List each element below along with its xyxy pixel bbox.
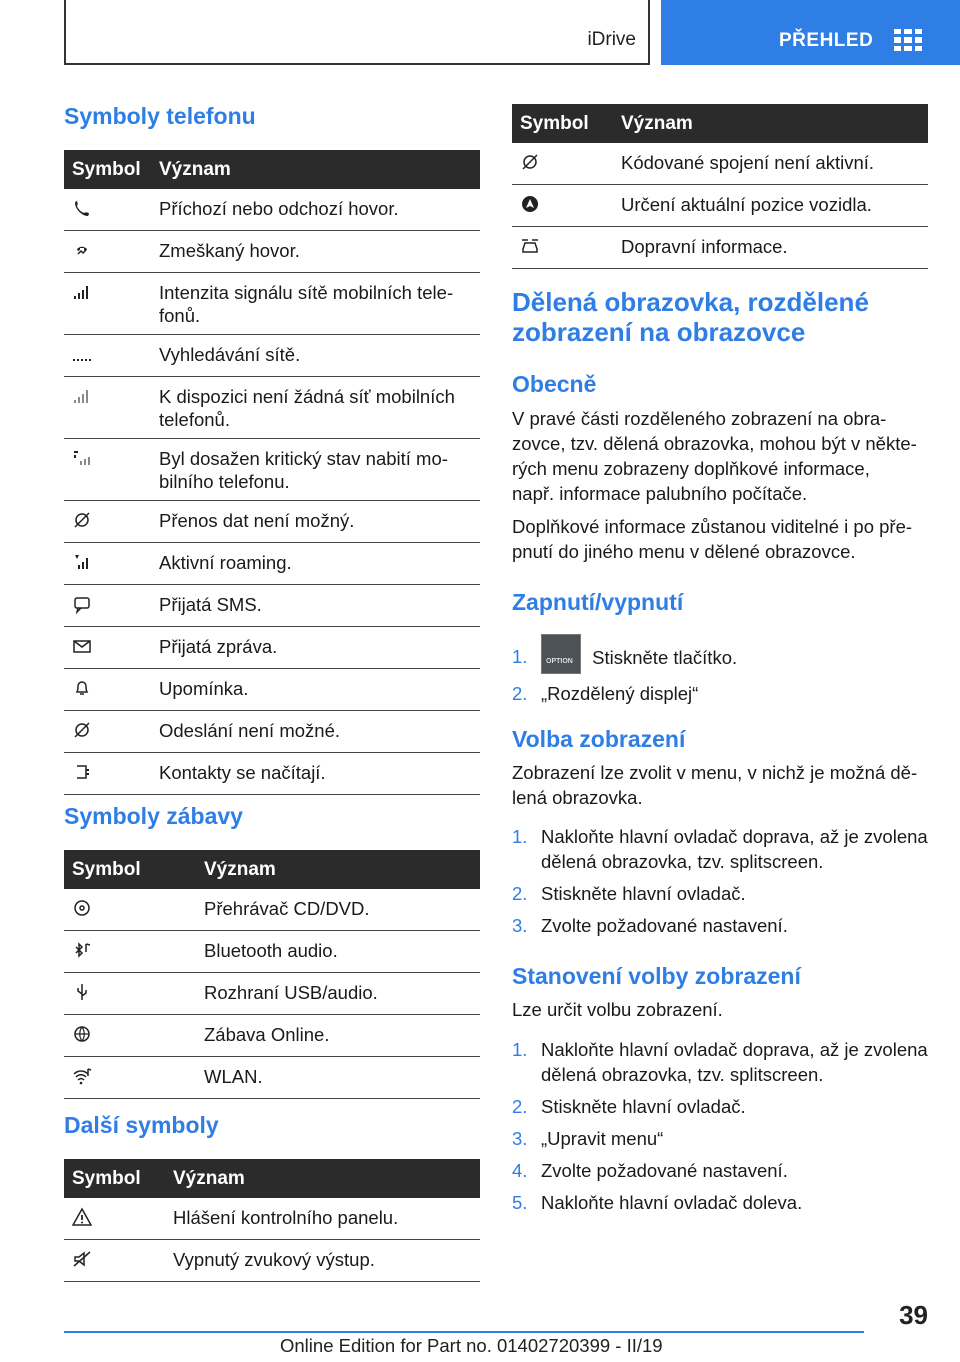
step-text: „Rozdělený displej“ [541,683,699,704]
footer-edition-text: Online Edition for Part no. 01402720399 - II/19 [280,1335,663,1356]
step-text: „Upravit menu“ [541,1128,664,1149]
table-row [64,889,480,931]
meaning-cell: Vypnutý zvukový výstup. [165,1240,480,1282]
table-row [64,753,480,795]
symbol-cell [64,335,151,377]
list-item [512,1037,928,1087]
traffic-info-icon [520,236,540,256]
table-row [64,627,480,669]
step-text: Nakloňte hlavní ovladač doprava, až je zvolena [541,1039,928,1060]
meaning-cell: Aktivní roaming. [151,543,480,585]
no-network-icon [72,386,92,406]
list-item [512,681,928,706]
list-item [512,824,928,874]
footer-divider [64,1331,864,1333]
symbol-cell [512,185,613,227]
meaning-cell: Přijatá zpráva. [151,627,480,669]
step-text: Stiskněte hlavní ovladač. [541,883,746,904]
col-symbol-header: Symbol [512,104,613,143]
col-meaning-header: Význam [196,850,480,889]
meaning-cell: Vyhledávání sítě. [151,335,480,377]
step-number: 2. [512,1096,528,1117]
step-text: Stiskněte tlačítko. [592,647,738,668]
symbol-cell [64,439,151,501]
step-text: Nakloňte hlavní ovladač doleva. [541,1192,803,1213]
step-number: 1. [512,826,528,847]
meaning-cell: Dopravní informace. [613,227,928,269]
table-row [64,501,480,543]
symbol-cell [64,1057,196,1099]
text-line: zovce, tzv. dělená obrazovka, mohou být v někte- [512,433,917,454]
table-row [512,143,928,185]
entertainment-symbols-title: Symboly zábavy [64,803,243,829]
page-number: 39 [899,1300,928,1330]
symbol-cell [64,931,196,973]
mute-icon [72,1249,92,1269]
symbol-cell [64,273,151,335]
option-button-label: OPTION [546,658,573,665]
meaning-cell: Bluetooth audio. [196,931,480,973]
symbol-cell [512,227,613,269]
symbol-cell [64,189,151,231]
onoff-title: Zapnutí/vypnutí [512,589,684,615]
table-row [64,189,480,231]
col-meaning-header: Význam [151,150,480,189]
symbol-cell [64,377,151,439]
table-row [64,273,480,335]
mail-icon [72,636,92,656]
table-row [512,227,928,269]
sms-icon [72,594,92,614]
list-item [512,624,928,674]
meaning-cell: Zmeškaný hovor. [151,231,480,273]
usb-icon [72,982,92,1002]
symbol-cell [64,753,151,795]
col-symbol-header: Symbol [64,1159,165,1198]
table-row [64,711,480,753]
step-number: 3. [512,915,528,936]
meaning-cell: Přijatá SMS. [151,585,480,627]
meaning-cell: Kontakty se načítají. [151,753,480,795]
text-line: V pravé části rozděleného zobrazení na obra- [512,408,887,429]
text-line: Zobrazení lze zvolit v menu, v nichž je možná dě- [512,762,918,783]
cd-icon [72,898,92,918]
table-row [64,335,480,377]
contacts-loading-icon [72,762,92,782]
symbol-cell [64,627,151,669]
text-line: Doplňkové informace zůstanou viditelné i po pře- [512,516,913,537]
table-row [64,973,480,1015]
step-number: 2. [512,883,528,904]
table-row [512,185,928,227]
list-item [512,1190,928,1215]
header-section-label: iDrive [587,29,636,50]
define-steps [512,1037,928,1222]
col-symbol-header: Symbol [64,850,196,889]
symbol-cell [512,143,613,185]
text-line: rých menu zobrazeny doplňkové informace, [512,458,870,479]
table-row [64,1198,480,1240]
phone-symbols-title: Symboly telefonu [64,103,256,129]
table-row [64,231,480,273]
meaning-cell: Odeslání není možné. [151,711,480,753]
define-intro: Lze určit volbu zobrazení. [512,999,723,1020]
bluetooth-audio-icon [72,940,92,960]
step-text: dělená obrazovka, tzv. splitscreen. [541,851,824,872]
phone-symbols-table [64,150,480,795]
symbol-cell [64,973,196,1015]
send-off-icon [72,720,92,740]
meaning-cell: Byl dosažen kritický stav nabití mo-bilního telefonu. [151,439,480,501]
step-text: Zvolte požadované nastavení. [541,915,788,936]
symbol-cell [64,711,151,753]
step-number: 1. [512,1039,528,1060]
text-line: např. informace palubního počítače. [512,483,808,504]
meaning-cell: Rozhraní USB/audio. [196,973,480,1015]
table-row [64,377,480,439]
meaning-cell: Kódované spojení není aktivní. [613,143,928,185]
symbol-cell [64,889,196,931]
online-icon [72,1024,92,1044]
symbol-cell [64,1198,165,1240]
list-item [512,881,928,906]
define-title: Stanovení volby zobrazení [512,963,801,989]
battery-low-icon [72,448,92,468]
header-section-box [64,0,650,65]
symbol-cell [64,1015,196,1057]
other-symbols-title: Další symboly [64,1112,219,1138]
meaning-cell: Upomínka. [151,669,480,711]
other-symbols-table [64,1159,480,1282]
symbol-cell [64,543,151,585]
step-text: dělená obrazovka, tzv. splitscreen. [541,1064,824,1085]
table-row [64,543,480,585]
step-text: Stiskněte hlavní ovladač. [541,1096,746,1117]
symbol-cell [64,1240,165,1282]
entertainment-symbols-table [64,850,480,1099]
split-screen-title-line1: Dělená obrazovka, rozdělené [512,287,869,317]
text-line: lená obrazovka. [512,787,643,808]
phone-missed-icon [72,240,92,260]
list-item [512,1126,928,1151]
step-number: 4. [512,1160,528,1181]
view-title: Volba zobrazení [512,726,686,752]
location-icon [520,194,540,214]
phone-incoming-icon [72,198,92,218]
table-row [64,669,480,711]
data-off-icon [72,510,92,530]
step-number: 2. [512,683,528,704]
table-row [64,439,480,501]
general-title: Obecně [512,371,597,397]
step-number: 3. [512,1128,528,1149]
symbol-cell [64,501,151,543]
general-paragraph-1 [512,406,928,506]
onoff-steps [512,624,928,713]
encryption-off-icon [520,152,540,172]
table-row [64,931,480,973]
text-line: pnutí do jiného menu v dělené obrazovce. [512,541,856,562]
meaning-cell: Určení aktuální pozice vozidla. [613,185,928,227]
meaning-cell: K dispozici není žádná síť mobilních telefonů. [151,377,480,439]
split-screen-title [512,287,869,347]
table-row [64,1240,480,1282]
col-symbol-header: Symbol [64,150,151,189]
table-row [64,585,480,627]
meaning-cell: Zábava Online. [196,1015,480,1057]
meaning-cell: Intenzita signálu sítě mobilních tele-fonů. [151,273,480,335]
step-number: 5. [512,1192,528,1213]
header-tab-label: PŘEHLED [779,30,874,51]
header-overview-tab[interactable] [661,0,960,65]
general-paragraph-2 [512,514,928,564]
table-row [64,1015,480,1057]
symbol-cell [64,585,151,627]
step-number: 1. [512,646,528,667]
split-screen-title-line2: zobrazení na obrazovce [512,317,806,347]
meaning-cell: Přenos dat není možný. [151,501,480,543]
table-row [64,1057,480,1099]
roaming-icon [72,552,92,572]
signal-strength-icon [72,282,92,302]
bell-icon [72,678,92,698]
right-symbols-table [512,104,928,269]
col-meaning-header: Význam [613,104,928,143]
grid-icon [894,29,922,51]
view-intro [512,760,928,810]
meaning-cell: Přehrávač CD/DVD. [196,889,480,931]
network-search-icon [72,344,92,364]
warning-icon [72,1207,92,1227]
step-text: Zvolte požadované nastavení. [541,1160,788,1181]
view-steps [512,824,928,945]
wlan-icon [72,1066,92,1086]
option-button-icon [541,634,581,674]
meaning-cell: Hlášení kontrolního panelu. [165,1198,480,1240]
meaning-cell: WLAN. [196,1057,480,1099]
list-item [512,913,928,938]
list-item [512,1158,928,1183]
symbol-cell [64,669,151,711]
col-meaning-header: Význam [165,1159,480,1198]
step-text: Nakloňte hlavní ovladač doprava, až je zvolena [541,826,928,847]
meaning-cell: Příchozí nebo odchozí hovor. [151,189,480,231]
list-item [512,1094,928,1119]
symbol-cell [64,231,151,273]
